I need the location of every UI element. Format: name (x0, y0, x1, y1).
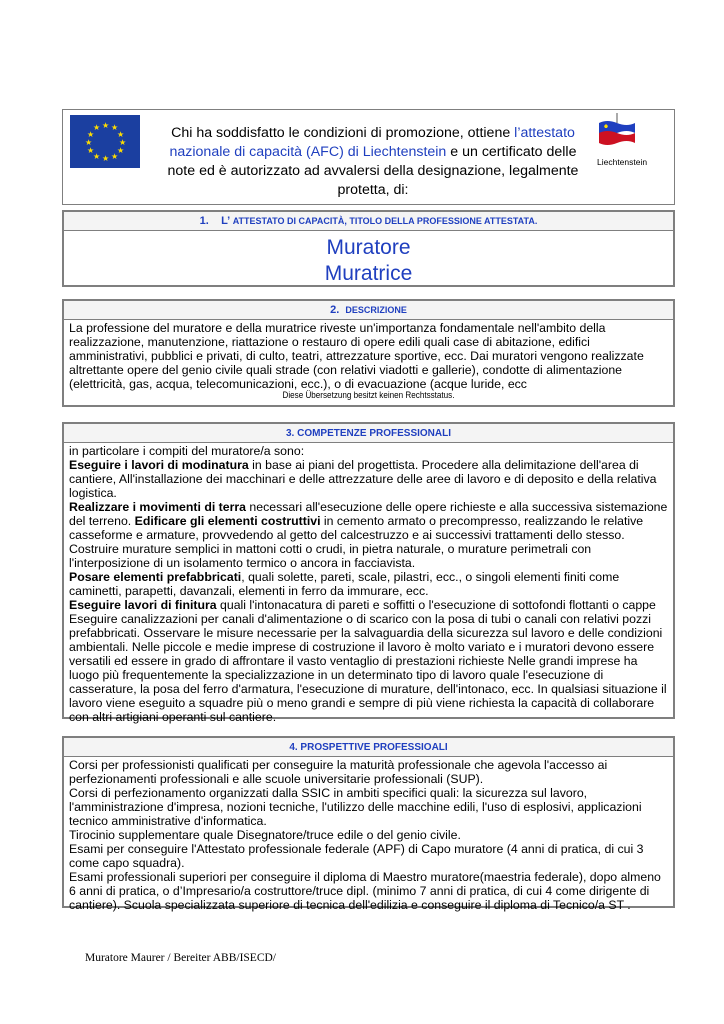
task-prefabbricati-text: , quali solette, pareti, scale, pilastri, ecc., o singoli elementi finiti come caminetti, parapetti, davanzali, elementi in ferro da immurare, ecc. (69, 570, 620, 598)
country-label: Liechtenstein (597, 157, 648, 167)
section1-heading-a: L’ (221, 215, 233, 227)
task-elementi-costruttivi-text: in cemento armato o precompresso, realizzando le relative casseforme e armature, provvedendo al getto del calcestruzzo e ai successivi trattamenti dello stesso. Costruire murature semplici in mattoni cotti o crudi, in pietra naturale, o murature perimetrali con l'interposizione di un isolamento termico o ancora in facciavista. (69, 514, 644, 570)
task-modinatura: Eseguire i lavori di modinatura (69, 458, 249, 472)
section4-body (64, 757, 673, 912)
header-intro (163, 124, 583, 200)
page-footer: Muratore Maurer / Bereiter ABB/ISECD/ (85, 952, 276, 964)
section2-heading (64, 301, 673, 320)
section-descrizione (62, 299, 675, 407)
section-competenze (62, 422, 675, 724)
title-muratore: Muratore (326, 236, 411, 259)
task-movimenti-terra: Realizzare i movimenti di terra (69, 500, 247, 514)
prospettiva-item: Corsi di perfezionamento organizzati dalla SSIC in ambiti specifici quali: la sicurezza sul lavoro, l'amministrazione d'impresa, nozioni tecniche, l'utilizzo delle macchine edili, l'uso di esplosivi, applicazioni tecnico amministrative d'informatica. (69, 786, 642, 828)
translation-note: Diese Übersetzung besitzt keinen Rechtsstatus. (282, 390, 455, 400)
intro-rest: e un certificato delle note ed è autorizzato ad avvalersi della designazione, legalmente protetta, di: (167, 144, 579, 198)
liechtenstein-flag-icon (597, 113, 637, 153)
section-prospettive (62, 736, 675, 912)
prospettiva-item: Corsi per professionisti qualificati per conseguire la maturità professionale che agevola l'accesso ai perfezionamenti professionali e alle scuole universitarie professionali (SUP). (69, 758, 608, 786)
header-box (62, 109, 675, 205)
section3-heading-text: 3. COMPETENZE PROFESSIONALI (285, 428, 452, 439)
section3-intro: in particolare i compiti del muratore/a sono: (69, 444, 305, 458)
eu-flag-icon: ★ ★ ★ ★ ★ ★ ★ ★ ★ ★ ★ ★ (70, 115, 140, 168)
section2-heading-text: DESCRIZIONE (345, 305, 407, 315)
task-elementi-costruttivi: Edificare gli elementi costruttivi (134, 514, 321, 528)
section-attestato (62, 210, 675, 287)
intro-text: Chi ha soddisfatto le condizioni di promozione, ottiene (171, 125, 515, 141)
prospettiva-item: Esami per conseguire l'Attestato professionale federale (APF) di Capo muratore (4 anni di pratica, di cui 3 come capo squadra). (69, 842, 644, 870)
prospettiva-item: Esami professionali superiori per conseguire il diploma di Maestro muratore(maestria federale), dopo almeno 6 anni di pratica, o d’Impresario/a costruttore/truce dipl. (minimo 7 anni di pratica, di cui 4 come dirigente di cantiere). Scuola specializzata superiore di tecnica dell'edilizia e conseguire il diploma di Tecnico/a ST . (69, 870, 661, 912)
section1-heading (64, 212, 673, 231)
task-finitura-text: quali l'intonacatura di pareti e soffitti o l'esecuzione di sottofondi flottanti o cappe Eseguire canalizzazioni per canali d'alimentazione o di scarico con la posa di tubi o canali con relativi pozzi prefabbricati. Osservare le misure necessarie per la salvaguardia della sicurezza sul lavoro e delle condizioni ambientali. Nelle piccole e medie imprese di costruzione il lavoro è molto variato e i muratori devono essere versatili ed essere in grado di affrontare il vasto ventaglio di prestazioni richieste Nelle grandi imprese ha luogo più frequentemente la specializzazione in un determinato tipo di lavoro quale l'esecuzione di casserature, la posa del ferro d'armatura, l'esecuzione di murature, dell'intonaco, ecc. In qualsiasi situazione il lavoro viene eseguito a squadre più o meno grandi e sempre di più viene richiesta la capacità di collaborare con altri artigiani operanti sul cantiere. (69, 598, 667, 724)
section4-heading (64, 738, 673, 757)
section3-body (64, 443, 673, 724)
section4-heading-text: 4. PROSPETTIVE PROFESSIOALI (289, 742, 448, 753)
task-modinatura-text: in base ai piani del progettista. Procedere alla delimitazione dell'area di cantiere, All'installazione dei macchinari e delle attrezzature delle aree di lavoro e di deposito e della relativa logistica. (69, 458, 657, 500)
prospettiva-item: Tirocinio supplementare quale Disegnatore/truce edile o del genio civile. (69, 828, 461, 842)
task-prefabbricati: Posare elementi prefabbricati (69, 570, 242, 584)
section1-heading-b: ATTESTATO DI CAPACITÀ, TITOLO DELLA PROFESSIONE ATTESTATA. (232, 216, 538, 226)
section3-heading (64, 424, 673, 443)
task-finitura: Eseguire lavori di finitura (69, 598, 217, 612)
section2-body: La professione del muratore e della muratrice riveste un'importanza fondamentale nell'ambito della realizzazione, manutenzione, riattazione o restauro di opere edili quali case di abitazione, edifici amministrativi, pubblici e privati, di culto, teatri, attrezzature sportive, ecc. Dai muratori vengono realizzate altrettante opere del genio civile quali strade (con relativi viadotti e gallerie), condotte di alimentazione (elettricità, gas, acqua, telecomunicazioni, ecc.), o di evacuazione (acque luride, ecc (69, 321, 644, 391)
attestato-link-text: l’attestato nazionale di capacità (AFC) di Liechtenstein (169, 125, 575, 160)
section1-number: 1. (199, 215, 209, 227)
task-movimenti-terra-text: necessari all'esecuzione delle opere richieste e alla successiva sistemazione del terreno. (69, 500, 668, 528)
section2-number: 2. (330, 304, 340, 316)
title-muratrice: Muratrice (324, 262, 413, 285)
